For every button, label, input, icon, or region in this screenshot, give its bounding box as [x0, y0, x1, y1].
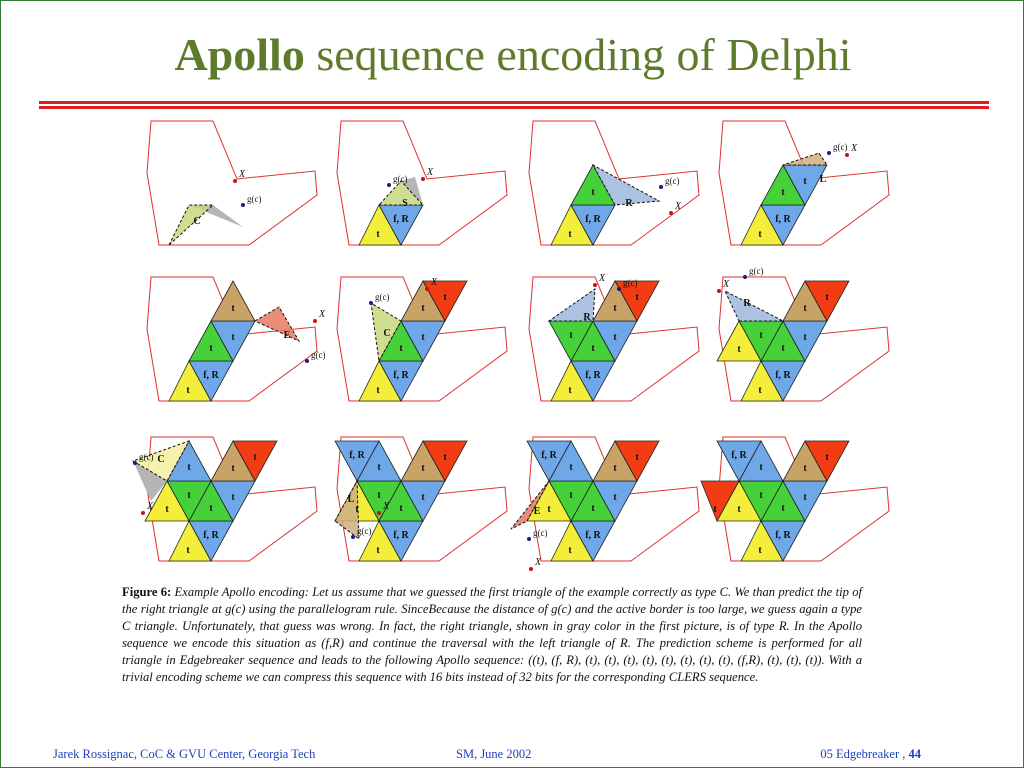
- x-point: [593, 283, 597, 287]
- triangle-label: t: [759, 462, 763, 473]
- triangle-label: t: [781, 343, 785, 354]
- x-point: [717, 289, 721, 293]
- triangle-label: t: [713, 504, 717, 515]
- triangle-label: f, R: [541, 450, 557, 461]
- gc-point: [351, 535, 355, 539]
- triangle-label: t: [759, 490, 763, 501]
- footer-section-text: 05 Edgebreaker ,: [820, 747, 909, 761]
- triangle-label: t: [613, 332, 617, 343]
- x-marker-label: X: [431, 277, 438, 288]
- triangle-label: t: [825, 452, 829, 463]
- mesh-panel-3: [529, 121, 699, 245]
- mesh-panel-10: [335, 437, 507, 561]
- gc-marker-label: g(c): [311, 350, 326, 360]
- x-marker-label: X: [675, 201, 682, 212]
- gc-marker-label: g(c): [247, 194, 262, 204]
- gc-point: [369, 301, 373, 305]
- x-point: [669, 211, 673, 215]
- triangle-label: f, R: [585, 530, 601, 541]
- triangle-label: t: [421, 303, 425, 314]
- footer-section: [820, 747, 921, 762]
- gc-marker-label: g(c): [833, 142, 848, 152]
- triangle-label: f, R: [731, 450, 747, 461]
- triangle-label: t: [231, 463, 235, 474]
- triangle-label: t: [568, 229, 572, 240]
- x-marker-label: X: [427, 167, 434, 178]
- triangle-label: t: [253, 452, 257, 463]
- triangle-label: t: [613, 303, 617, 314]
- x-marker-label: X: [851, 143, 858, 154]
- triangle-label: t: [209, 343, 213, 354]
- x-point: [313, 319, 317, 323]
- guess-label: L: [819, 174, 827, 185]
- x-point: [377, 511, 381, 515]
- guess-label: R: [583, 312, 591, 323]
- triangle-label: t: [187, 462, 191, 473]
- title-bold: Apollo: [174, 29, 305, 80]
- triangle-label: t: [376, 385, 380, 396]
- triangle-label: f, R: [775, 370, 791, 381]
- triangle-label: t: [186, 385, 190, 396]
- title-rest: sequence encoding of Delphi: [304, 29, 852, 80]
- triangle-label: t: [376, 545, 380, 556]
- x-point: [529, 567, 533, 571]
- outline-border: [147, 121, 317, 245]
- gc-point: [133, 461, 137, 465]
- mesh-panel-12: [701, 437, 889, 561]
- triangle-label: t: [443, 452, 447, 463]
- triangle-label: t: [737, 504, 741, 515]
- triangle-label: t: [569, 462, 573, 473]
- gc-point: [305, 359, 309, 363]
- triangle-label: t: [421, 463, 425, 474]
- triangle-label: t: [376, 229, 380, 240]
- triangle-label: t: [377, 490, 381, 501]
- gc-marker-label: g(c): [533, 528, 548, 538]
- triangle-label: t: [231, 492, 235, 503]
- gc-marker-label: g(c): [357, 526, 372, 536]
- triangle-label: t: [355, 504, 359, 515]
- mesh-panel-8: [717, 266, 889, 401]
- mesh-panel-9: [133, 437, 317, 561]
- triangle-label: t: [825, 292, 829, 303]
- triangle-label: f, R: [585, 370, 601, 381]
- triangle-label: t: [613, 492, 617, 503]
- caption-label: Figure 6:: [122, 585, 172, 599]
- triangle-label: t: [781, 503, 785, 514]
- x-point: [141, 511, 145, 515]
- footer-date: SM, June 2002: [456, 747, 532, 761]
- triangle-label: t: [591, 187, 595, 198]
- triangle-label: f, R: [585, 214, 601, 225]
- triangle-label: t: [803, 463, 807, 474]
- guess-label: L: [347, 494, 355, 505]
- gc-point: [743, 275, 747, 279]
- guess-triangle: [725, 291, 783, 321]
- triangle-label: t: [421, 332, 425, 343]
- triangle-label: t: [399, 343, 403, 354]
- mesh-panel-1: [147, 121, 317, 245]
- mesh-panel-7: [529, 273, 699, 401]
- x-point: [233, 179, 237, 183]
- gc-point: [241, 203, 245, 207]
- gc-marker-label: g(c): [139, 452, 154, 462]
- x-marker-label: X: [239, 169, 246, 180]
- gc-marker-label: g(c): [393, 174, 408, 184]
- gc-point: [827, 151, 831, 155]
- outline-border: [337, 121, 507, 245]
- triangle-label: t: [231, 303, 235, 314]
- triangle-label: t: [613, 463, 617, 474]
- triangle-label: f, R: [393, 214, 409, 225]
- gc-marker-label: g(c): [749, 266, 764, 276]
- triangle-label: t: [186, 545, 190, 556]
- triangle-label: f, R: [775, 530, 791, 541]
- triangle-label: t: [568, 545, 572, 556]
- triangle-label: t: [569, 490, 573, 501]
- guess-label: E: [283, 330, 291, 341]
- x-marker-label: X: [383, 501, 390, 512]
- triangle-label: t: [547, 504, 551, 515]
- guess-label: R: [625, 198, 633, 209]
- triangle-label: t: [591, 503, 595, 514]
- triangle-label: f, R: [393, 370, 409, 381]
- triangle-label: f, R: [203, 530, 219, 541]
- triangle-label: t: [377, 462, 381, 473]
- triangle-label: t: [803, 492, 807, 503]
- triangle-label: t: [759, 330, 763, 341]
- triangle-label: f, R: [203, 370, 219, 381]
- guess-label: C: [157, 454, 165, 465]
- guess-triangle: [169, 205, 213, 245]
- triangle-label: f, R: [349, 450, 365, 461]
- guess-label: R: [743, 298, 751, 309]
- triangle-label: t: [803, 303, 807, 314]
- x-marker-label: X: [535, 557, 542, 568]
- mesh-panel-6: [337, 277, 507, 401]
- guess-triangle: [255, 307, 299, 341]
- gc-marker-label: g(c): [623, 278, 638, 288]
- triangle-label: t: [443, 292, 447, 303]
- gc-point: [387, 183, 391, 187]
- figure-caption: [122, 584, 862, 686]
- triangle-label: t: [758, 545, 762, 556]
- x-marker-label: X: [599, 273, 606, 284]
- x-marker-label: X: [723, 279, 730, 290]
- triangle-label: t: [569, 330, 573, 341]
- triangle-label: t: [758, 385, 762, 396]
- mesh-panel-4: [719, 121, 889, 245]
- gc-marker-label: g(c): [375, 292, 390, 302]
- guess-triangle: [783, 153, 827, 165]
- guess-label: C: [383, 328, 391, 339]
- gc-point: [659, 185, 663, 189]
- triangle-label: t: [635, 292, 639, 303]
- x-marker-label: X: [147, 501, 154, 512]
- triangle-label: t: [231, 332, 235, 343]
- x-point: [845, 153, 849, 157]
- triangle-label: t: [591, 343, 595, 354]
- guess-label: C: [193, 216, 201, 227]
- mesh-panel-11: [511, 437, 699, 571]
- page-number: 44: [908, 747, 921, 761]
- triangle-label: t: [568, 385, 572, 396]
- mesh-panel-2: [337, 121, 507, 245]
- triangle-label: t: [737, 344, 741, 355]
- triangle-label: f, R: [775, 214, 791, 225]
- x-marker-label: X: [319, 309, 326, 320]
- footer-author: Jarek Rossignac, CoC & GVU Center, Georgia Tech: [53, 747, 316, 761]
- guess-label: E: [533, 506, 541, 517]
- guess-label: S: [402, 198, 408, 209]
- triangle-label: t: [803, 332, 807, 343]
- x-point: [425, 287, 429, 291]
- triangle-label: t: [758, 229, 762, 240]
- gc-point: [617, 287, 621, 291]
- caption-text: Example Apollo encoding: Let us assume that we guessed the first triangle of the example correctly as type C. We than predict the tip of the right triangle at g(c) using the parallelogram rule. SinceBecause the distance of g(c) and the active border is too large, we guess again a type C triangle. Unfortunately, that guess was wrong. In fact, the right triangle, shown in gray color in the first picture, is of type R. In the Apollo sequence we encode this situation as (f,R) and continue the traversal with the left triangle of R. The prediction scheme is performed for all triangle in Edgebreaker sequence and leads to the following Apollo sequence: ((t), (f, R), (t), (t), (t), (t), (t), (t), (t), (t), (f,R), (t), (t), (t)). With a trivial encoding scheme we can compress this sequence with 16 bits instead of 32 bits for the corresponding CLERS sequence.: [122, 585, 862, 684]
- triangle-label: t: [187, 490, 191, 501]
- triangle-label: t: [421, 492, 425, 503]
- mesh-panel-5: [147, 277, 326, 401]
- gc-point: [527, 537, 531, 541]
- triangle-label: t: [635, 452, 639, 463]
- x-point: [421, 177, 425, 181]
- triangle-label: t: [209, 503, 213, 514]
- triangle-label: t: [803, 176, 807, 187]
- triangle-label: t: [399, 503, 403, 514]
- triangle-label: t: [781, 187, 785, 198]
- gc-marker-label: g(c): [665, 176, 680, 186]
- triangle-label: f, R: [393, 530, 409, 541]
- triangle-label: t: [165, 504, 169, 515]
